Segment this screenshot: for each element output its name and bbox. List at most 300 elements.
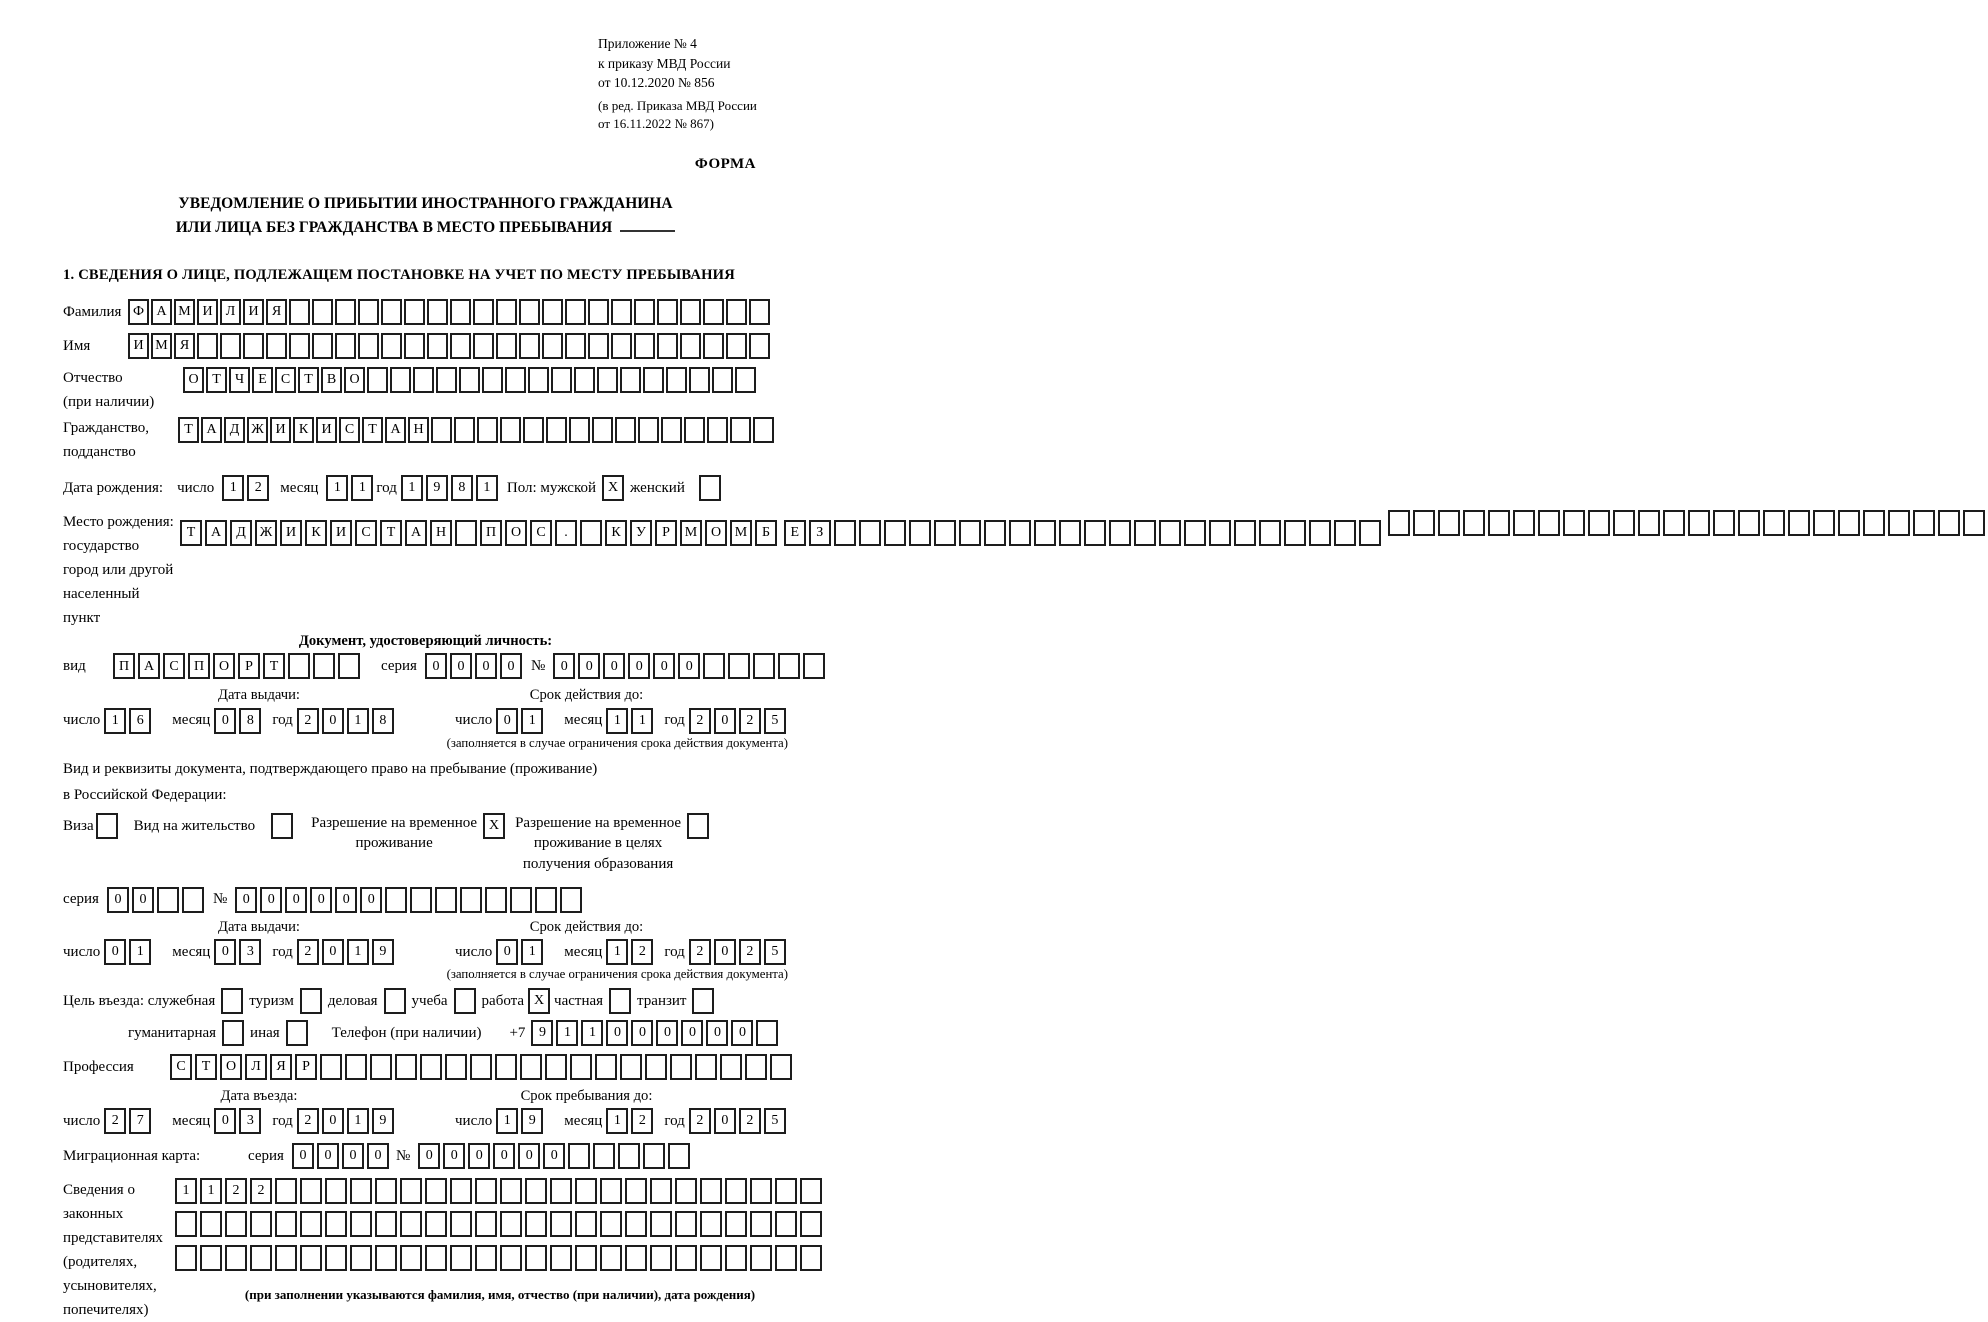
char-cell[interactable] bbox=[1913, 510, 1935, 536]
char-cell[interactable]: И bbox=[128, 333, 149, 359]
char-cell[interactable]: 9 bbox=[372, 939, 394, 965]
char-cell[interactable]: М bbox=[151, 333, 172, 359]
char-cell[interactable]: М bbox=[174, 299, 195, 325]
char-cell[interactable] bbox=[749, 299, 770, 325]
char-cell[interactable] bbox=[542, 333, 563, 359]
char-cell[interactable]: 0 bbox=[132, 887, 154, 913]
char-cell[interactable] bbox=[620, 1054, 642, 1080]
char-cell[interactable] bbox=[289, 333, 310, 359]
char-cell[interactable] bbox=[350, 1211, 372, 1237]
char-cell[interactable]: 0 bbox=[292, 1143, 314, 1169]
char-cell[interactable] bbox=[775, 1245, 797, 1271]
char-cell[interactable] bbox=[728, 653, 750, 679]
char-cell[interactable] bbox=[684, 417, 705, 443]
char-cell[interactable] bbox=[707, 417, 728, 443]
char-cell[interactable] bbox=[625, 1211, 647, 1237]
char-cell[interactable] bbox=[778, 653, 800, 679]
char-cell[interactable]: 0 bbox=[214, 708, 236, 734]
char-cell[interactable] bbox=[1963, 510, 1985, 536]
char-cell[interactable] bbox=[431, 417, 452, 443]
char-cell[interactable] bbox=[220, 333, 241, 359]
char-cell[interactable]: И bbox=[330, 520, 352, 546]
char-cell[interactable] bbox=[1813, 510, 1835, 536]
char-cell[interactable]: 1 bbox=[556, 1020, 578, 1046]
char-cell[interactable] bbox=[367, 367, 388, 393]
char-cell[interactable] bbox=[959, 520, 981, 546]
char-cell[interactable]: 1 bbox=[521, 708, 543, 734]
char-cell[interactable]: Т bbox=[298, 367, 319, 393]
char-cell[interactable] bbox=[726, 333, 747, 359]
char-cell[interactable] bbox=[588, 299, 609, 325]
char-cell[interactable] bbox=[546, 417, 567, 443]
purpose-tranzit-checkbox[interactable] bbox=[692, 988, 714, 1014]
char-cell[interactable]: С bbox=[170, 1054, 192, 1080]
char-cell[interactable]: И bbox=[243, 299, 264, 325]
char-cell[interactable] bbox=[425, 1211, 447, 1237]
char-cell[interactable] bbox=[510, 887, 532, 913]
char-cell[interactable] bbox=[638, 417, 659, 443]
char-cell[interactable] bbox=[550, 1211, 572, 1237]
char-cell[interactable]: 0 bbox=[731, 1020, 753, 1046]
char-cell[interactable] bbox=[358, 299, 379, 325]
char-cell[interactable] bbox=[338, 653, 360, 679]
char-cell[interactable] bbox=[1388, 510, 1410, 536]
char-cell[interactable] bbox=[560, 887, 582, 913]
char-cell[interactable] bbox=[668, 1143, 690, 1169]
char-cell[interactable] bbox=[611, 299, 632, 325]
char-cell[interactable]: 1 bbox=[606, 939, 628, 965]
char-cell[interactable] bbox=[1788, 510, 1810, 536]
char-cell[interactable] bbox=[1284, 520, 1306, 546]
char-cell[interactable] bbox=[528, 367, 549, 393]
char-cell[interactable] bbox=[197, 333, 218, 359]
char-cell[interactable] bbox=[427, 333, 448, 359]
char-cell[interactable]: Д bbox=[230, 520, 252, 546]
char-cell[interactable]: 0 bbox=[578, 653, 600, 679]
char-cell[interactable] bbox=[745, 1054, 767, 1080]
char-cell[interactable] bbox=[250, 1245, 272, 1271]
char-cell[interactable] bbox=[300, 1245, 322, 1271]
char-cell[interactable] bbox=[400, 1178, 422, 1204]
char-cell[interactable]: 1 bbox=[496, 1108, 518, 1134]
char-cell[interactable] bbox=[375, 1245, 397, 1271]
purpose-sluzhebnaya-checkbox[interactable] bbox=[221, 988, 243, 1014]
char-cell[interactable] bbox=[1638, 510, 1660, 536]
char-cell[interactable]: Н bbox=[408, 417, 429, 443]
char-cell[interactable]: 3 bbox=[239, 1108, 261, 1134]
char-cell[interactable] bbox=[625, 1245, 647, 1271]
char-cell[interactable] bbox=[1438, 510, 1460, 536]
char-cell[interactable] bbox=[657, 333, 678, 359]
char-cell[interactable]: 1 bbox=[581, 1020, 603, 1046]
char-cell[interactable]: . bbox=[555, 520, 577, 546]
char-cell[interactable] bbox=[600, 1245, 622, 1271]
char-cell[interactable]: 2 bbox=[247, 475, 269, 501]
char-cell[interactable] bbox=[550, 1178, 572, 1204]
char-cell[interactable]: 0 bbox=[367, 1143, 389, 1169]
char-cell[interactable] bbox=[495, 1054, 517, 1080]
char-cell[interactable]: 0 bbox=[631, 1020, 653, 1046]
purpose-gumanitarnaya-checkbox[interactable] bbox=[222, 1020, 244, 1046]
char-cell[interactable]: 0 bbox=[322, 708, 344, 734]
char-cell[interactable] bbox=[345, 1054, 367, 1080]
char-cell[interactable] bbox=[588, 333, 609, 359]
char-cell[interactable] bbox=[455, 520, 477, 546]
char-cell[interactable] bbox=[661, 417, 682, 443]
char-cell[interactable] bbox=[358, 333, 379, 359]
char-cell[interactable] bbox=[525, 1211, 547, 1237]
char-cell[interactable] bbox=[611, 333, 632, 359]
char-cell[interactable]: 0 bbox=[310, 887, 332, 913]
char-cell[interactable]: 1 bbox=[401, 475, 423, 501]
char-cell[interactable] bbox=[565, 333, 586, 359]
char-cell[interactable]: 2 bbox=[250, 1178, 272, 1204]
char-cell[interactable] bbox=[400, 1211, 422, 1237]
char-cell[interactable] bbox=[200, 1245, 222, 1271]
char-cell[interactable]: С bbox=[163, 653, 185, 679]
char-cell[interactable] bbox=[1134, 520, 1156, 546]
char-cell[interactable] bbox=[300, 1178, 322, 1204]
char-cell[interactable] bbox=[1359, 520, 1381, 546]
sex-female-checkbox[interactable] bbox=[699, 475, 721, 501]
char-cell[interactable] bbox=[312, 333, 333, 359]
char-cell[interactable] bbox=[657, 299, 678, 325]
char-cell[interactable]: 0 bbox=[425, 653, 447, 679]
purpose-chastnaya-checkbox[interactable] bbox=[609, 988, 631, 1014]
char-cell[interactable] bbox=[500, 1211, 522, 1237]
char-cell[interactable] bbox=[500, 1178, 522, 1204]
char-cell[interactable] bbox=[551, 367, 572, 393]
char-cell[interactable] bbox=[1334, 520, 1356, 546]
char-cell[interactable] bbox=[750, 1211, 772, 1237]
char-cell[interactable] bbox=[595, 1054, 617, 1080]
char-cell[interactable] bbox=[1009, 520, 1031, 546]
char-cell[interactable] bbox=[749, 333, 770, 359]
char-cell[interactable]: 9 bbox=[426, 475, 448, 501]
char-cell[interactable]: 2 bbox=[297, 939, 319, 965]
char-cell[interactable] bbox=[712, 367, 733, 393]
char-cell[interactable] bbox=[575, 1211, 597, 1237]
char-cell[interactable] bbox=[545, 1054, 567, 1080]
char-cell[interactable] bbox=[1863, 510, 1885, 536]
char-cell[interactable] bbox=[680, 333, 701, 359]
char-cell[interactable]: О bbox=[183, 367, 204, 393]
char-cell[interactable]: С bbox=[355, 520, 377, 546]
char-cell[interactable]: Я bbox=[266, 299, 287, 325]
char-cell[interactable]: 0 bbox=[628, 653, 650, 679]
char-cell[interactable]: А bbox=[385, 417, 406, 443]
char-cell[interactable] bbox=[666, 367, 687, 393]
char-cell[interactable] bbox=[680, 299, 701, 325]
char-cell[interactable]: Р bbox=[295, 1054, 317, 1080]
char-cell[interactable]: 6 bbox=[129, 708, 151, 734]
char-cell[interactable] bbox=[884, 520, 906, 546]
char-cell[interactable]: 2 bbox=[631, 939, 653, 965]
char-cell[interactable] bbox=[565, 299, 586, 325]
char-cell[interactable]: Е bbox=[252, 367, 273, 393]
char-cell[interactable] bbox=[643, 1143, 665, 1169]
char-cell[interactable] bbox=[1463, 510, 1485, 536]
char-cell[interactable] bbox=[395, 1054, 417, 1080]
char-cell[interactable]: 0 bbox=[443, 1143, 465, 1169]
char-cell[interactable] bbox=[475, 1178, 497, 1204]
char-cell[interactable] bbox=[700, 1245, 722, 1271]
char-cell[interactable] bbox=[436, 367, 457, 393]
char-cell[interactable]: Т bbox=[206, 367, 227, 393]
char-cell[interactable]: 1 bbox=[222, 475, 244, 501]
char-cell[interactable] bbox=[470, 1054, 492, 1080]
char-cell[interactable]: 0 bbox=[468, 1143, 490, 1169]
char-cell[interactable]: 2 bbox=[297, 1108, 319, 1134]
char-cell[interactable]: 0 bbox=[418, 1143, 440, 1169]
char-cell[interactable]: К bbox=[293, 417, 314, 443]
char-cell[interactable]: С bbox=[530, 520, 552, 546]
char-cell[interactable]: В bbox=[321, 367, 342, 393]
char-cell[interactable] bbox=[735, 367, 756, 393]
char-cell[interactable] bbox=[350, 1245, 372, 1271]
char-cell[interactable] bbox=[1888, 510, 1910, 536]
char-cell[interactable]: О bbox=[505, 520, 527, 546]
char-cell[interactable] bbox=[450, 1211, 472, 1237]
char-cell[interactable] bbox=[620, 367, 641, 393]
char-cell[interactable] bbox=[756, 1020, 778, 1046]
char-cell[interactable] bbox=[703, 299, 724, 325]
char-cell[interactable]: 2 bbox=[689, 708, 711, 734]
char-cell[interactable]: 0 bbox=[656, 1020, 678, 1046]
char-cell[interactable]: Е bbox=[784, 520, 806, 546]
char-cell[interactable] bbox=[1688, 510, 1710, 536]
char-cell[interactable] bbox=[753, 653, 775, 679]
char-cell[interactable] bbox=[720, 1054, 742, 1080]
char-cell[interactable] bbox=[670, 1054, 692, 1080]
char-cell[interactable] bbox=[934, 520, 956, 546]
char-cell[interactable]: И bbox=[316, 417, 337, 443]
purpose-ucheba-checkbox[interactable] bbox=[454, 988, 476, 1014]
char-cell[interactable]: 1 bbox=[347, 939, 369, 965]
char-cell[interactable]: З bbox=[809, 520, 831, 546]
char-cell[interactable] bbox=[753, 417, 774, 443]
char-cell[interactable] bbox=[615, 417, 636, 443]
char-cell[interactable] bbox=[634, 299, 655, 325]
char-cell[interactable]: 0 bbox=[214, 1108, 236, 1134]
char-cell[interactable]: 0 bbox=[678, 653, 700, 679]
char-cell[interactable]: 0 bbox=[496, 939, 518, 965]
char-cell[interactable]: О bbox=[705, 520, 727, 546]
char-cell[interactable]: 2 bbox=[225, 1178, 247, 1204]
char-cell[interactable] bbox=[475, 1211, 497, 1237]
char-cell[interactable]: 0 bbox=[260, 887, 282, 913]
char-cell[interactable]: 0 bbox=[475, 653, 497, 679]
char-cell[interactable]: Б bbox=[755, 520, 777, 546]
char-cell[interactable] bbox=[570, 1054, 592, 1080]
char-cell[interactable]: 2 bbox=[689, 939, 711, 965]
char-cell[interactable] bbox=[1938, 510, 1960, 536]
char-cell[interactable] bbox=[381, 333, 402, 359]
char-cell[interactable]: Т bbox=[195, 1054, 217, 1080]
char-cell[interactable] bbox=[550, 1245, 572, 1271]
char-cell[interactable] bbox=[725, 1178, 747, 1204]
char-cell[interactable] bbox=[703, 653, 725, 679]
char-cell[interactable] bbox=[803, 653, 825, 679]
char-cell[interactable] bbox=[370, 1054, 392, 1080]
char-cell[interactable] bbox=[1763, 510, 1785, 536]
char-cell[interactable]: 0 bbox=[714, 1108, 736, 1134]
char-cell[interactable]: П bbox=[188, 653, 210, 679]
char-cell[interactable]: О bbox=[213, 653, 235, 679]
char-cell[interactable] bbox=[335, 299, 356, 325]
char-cell[interactable]: Р bbox=[655, 520, 677, 546]
char-cell[interactable] bbox=[725, 1245, 747, 1271]
permit-rvp-edu-checkbox[interactable] bbox=[687, 813, 709, 839]
char-cell[interactable] bbox=[525, 1245, 547, 1271]
char-cell[interactable]: Ч bbox=[229, 367, 250, 393]
char-cell[interactable]: П bbox=[480, 520, 502, 546]
purpose-delovaya-checkbox[interactable] bbox=[384, 988, 406, 1014]
char-cell[interactable] bbox=[320, 1054, 342, 1080]
char-cell[interactable] bbox=[859, 520, 881, 546]
char-cell[interactable] bbox=[775, 1211, 797, 1237]
char-cell[interactable] bbox=[500, 1245, 522, 1271]
char-cell[interactable] bbox=[404, 299, 425, 325]
char-cell[interactable]: 0 bbox=[500, 653, 522, 679]
char-cell[interactable] bbox=[523, 417, 544, 443]
char-cell[interactable] bbox=[600, 1211, 622, 1237]
char-cell[interactable] bbox=[182, 887, 204, 913]
char-cell[interactable] bbox=[519, 299, 540, 325]
char-cell[interactable]: 5 bbox=[764, 939, 786, 965]
char-cell[interactable] bbox=[800, 1211, 822, 1237]
char-cell[interactable]: П bbox=[113, 653, 135, 679]
char-cell[interactable]: 0 bbox=[214, 939, 236, 965]
char-cell[interactable]: Т bbox=[362, 417, 383, 443]
char-cell[interactable]: 1 bbox=[175, 1178, 197, 1204]
char-cell[interactable]: 2 bbox=[739, 1108, 761, 1134]
char-cell[interactable] bbox=[542, 299, 563, 325]
char-cell[interactable]: Л bbox=[220, 299, 241, 325]
char-cell[interactable] bbox=[496, 333, 517, 359]
char-cell[interactable]: Я bbox=[174, 333, 195, 359]
char-cell[interactable] bbox=[157, 887, 179, 913]
char-cell[interactable] bbox=[1838, 510, 1860, 536]
char-cell[interactable] bbox=[1738, 510, 1760, 536]
char-cell[interactable] bbox=[569, 417, 590, 443]
char-cell[interactable] bbox=[700, 1211, 722, 1237]
char-cell[interactable] bbox=[695, 1054, 717, 1080]
char-cell[interactable] bbox=[525, 1178, 547, 1204]
purpose-turizm-checkbox[interactable] bbox=[300, 988, 322, 1014]
char-cell[interactable] bbox=[325, 1245, 347, 1271]
char-cell[interactable] bbox=[275, 1178, 297, 1204]
char-cell[interactable]: 0 bbox=[104, 939, 126, 965]
char-cell[interactable]: 1 bbox=[606, 1108, 628, 1134]
char-cell[interactable]: 8 bbox=[451, 475, 473, 501]
char-cell[interactable] bbox=[800, 1245, 822, 1271]
char-cell[interactable]: 0 bbox=[285, 887, 307, 913]
char-cell[interactable]: 0 bbox=[714, 939, 736, 965]
char-cell[interactable]: 0 bbox=[322, 939, 344, 965]
char-cell[interactable]: С bbox=[275, 367, 296, 393]
char-cell[interactable] bbox=[500, 417, 521, 443]
char-cell[interactable] bbox=[800, 1178, 822, 1204]
char-cell[interactable] bbox=[288, 653, 310, 679]
char-cell[interactable] bbox=[593, 1143, 615, 1169]
char-cell[interactable] bbox=[726, 299, 747, 325]
char-cell[interactable] bbox=[625, 1178, 647, 1204]
char-cell[interactable] bbox=[618, 1143, 640, 1169]
char-cell[interactable] bbox=[984, 520, 1006, 546]
char-cell[interactable]: 0 bbox=[342, 1143, 364, 1169]
char-cell[interactable] bbox=[1413, 510, 1435, 536]
char-cell[interactable] bbox=[1159, 520, 1181, 546]
sex-male-checkbox[interactable]: X bbox=[602, 475, 624, 501]
char-cell[interactable]: А bbox=[405, 520, 427, 546]
char-cell[interactable]: 1 bbox=[200, 1178, 222, 1204]
char-cell[interactable] bbox=[650, 1245, 672, 1271]
char-cell[interactable]: 0 bbox=[553, 653, 575, 679]
char-cell[interactable]: 1 bbox=[326, 475, 348, 501]
char-cell[interactable]: 1 bbox=[606, 708, 628, 734]
purpose-rabota-checkbox[interactable]: X bbox=[528, 988, 550, 1014]
char-cell[interactable] bbox=[454, 417, 475, 443]
char-cell[interactable]: 2 bbox=[297, 708, 319, 734]
char-cell[interactable] bbox=[450, 1245, 472, 1271]
char-cell[interactable] bbox=[300, 1211, 322, 1237]
char-cell[interactable] bbox=[1034, 520, 1056, 546]
char-cell[interactable] bbox=[266, 333, 287, 359]
char-cell[interactable] bbox=[1184, 520, 1206, 546]
char-cell[interactable] bbox=[834, 520, 856, 546]
char-cell[interactable]: Ф bbox=[128, 299, 149, 325]
char-cell[interactable] bbox=[1663, 510, 1685, 536]
char-cell[interactable] bbox=[730, 417, 751, 443]
char-cell[interactable]: Т bbox=[180, 520, 202, 546]
char-cell[interactable] bbox=[700, 1178, 722, 1204]
char-cell[interactable] bbox=[477, 417, 498, 443]
char-cell[interactable] bbox=[275, 1245, 297, 1271]
char-cell[interactable] bbox=[519, 333, 540, 359]
char-cell[interactable] bbox=[485, 887, 507, 913]
char-cell[interactable] bbox=[225, 1211, 247, 1237]
char-cell[interactable]: И bbox=[270, 417, 291, 443]
char-cell[interactable]: 0 bbox=[714, 708, 736, 734]
char-cell[interactable]: 0 bbox=[606, 1020, 628, 1046]
char-cell[interactable] bbox=[592, 417, 613, 443]
char-cell[interactable]: 0 bbox=[317, 1143, 339, 1169]
char-cell[interactable] bbox=[435, 887, 457, 913]
char-cell[interactable] bbox=[350, 1178, 372, 1204]
char-cell[interactable] bbox=[770, 1054, 792, 1080]
purpose-inaya-checkbox[interactable] bbox=[286, 1020, 308, 1046]
char-cell[interactable] bbox=[445, 1054, 467, 1080]
char-cell[interactable]: И bbox=[280, 520, 302, 546]
char-cell[interactable] bbox=[1234, 520, 1256, 546]
char-cell[interactable] bbox=[482, 367, 503, 393]
char-cell[interactable] bbox=[1259, 520, 1281, 546]
char-cell[interactable]: 0 bbox=[496, 708, 518, 734]
char-cell[interactable]: Р bbox=[238, 653, 260, 679]
char-cell[interactable]: 9 bbox=[372, 1108, 394, 1134]
char-cell[interactable] bbox=[775, 1178, 797, 1204]
char-cell[interactable] bbox=[450, 299, 471, 325]
char-cell[interactable] bbox=[1084, 520, 1106, 546]
char-cell[interactable] bbox=[1309, 520, 1331, 546]
char-cell[interactable]: 0 bbox=[450, 653, 472, 679]
char-cell[interactable]: 1 bbox=[347, 708, 369, 734]
char-cell[interactable]: 7 bbox=[129, 1108, 151, 1134]
char-cell[interactable] bbox=[175, 1211, 197, 1237]
char-cell[interactable] bbox=[675, 1245, 697, 1271]
char-cell[interactable] bbox=[325, 1178, 347, 1204]
